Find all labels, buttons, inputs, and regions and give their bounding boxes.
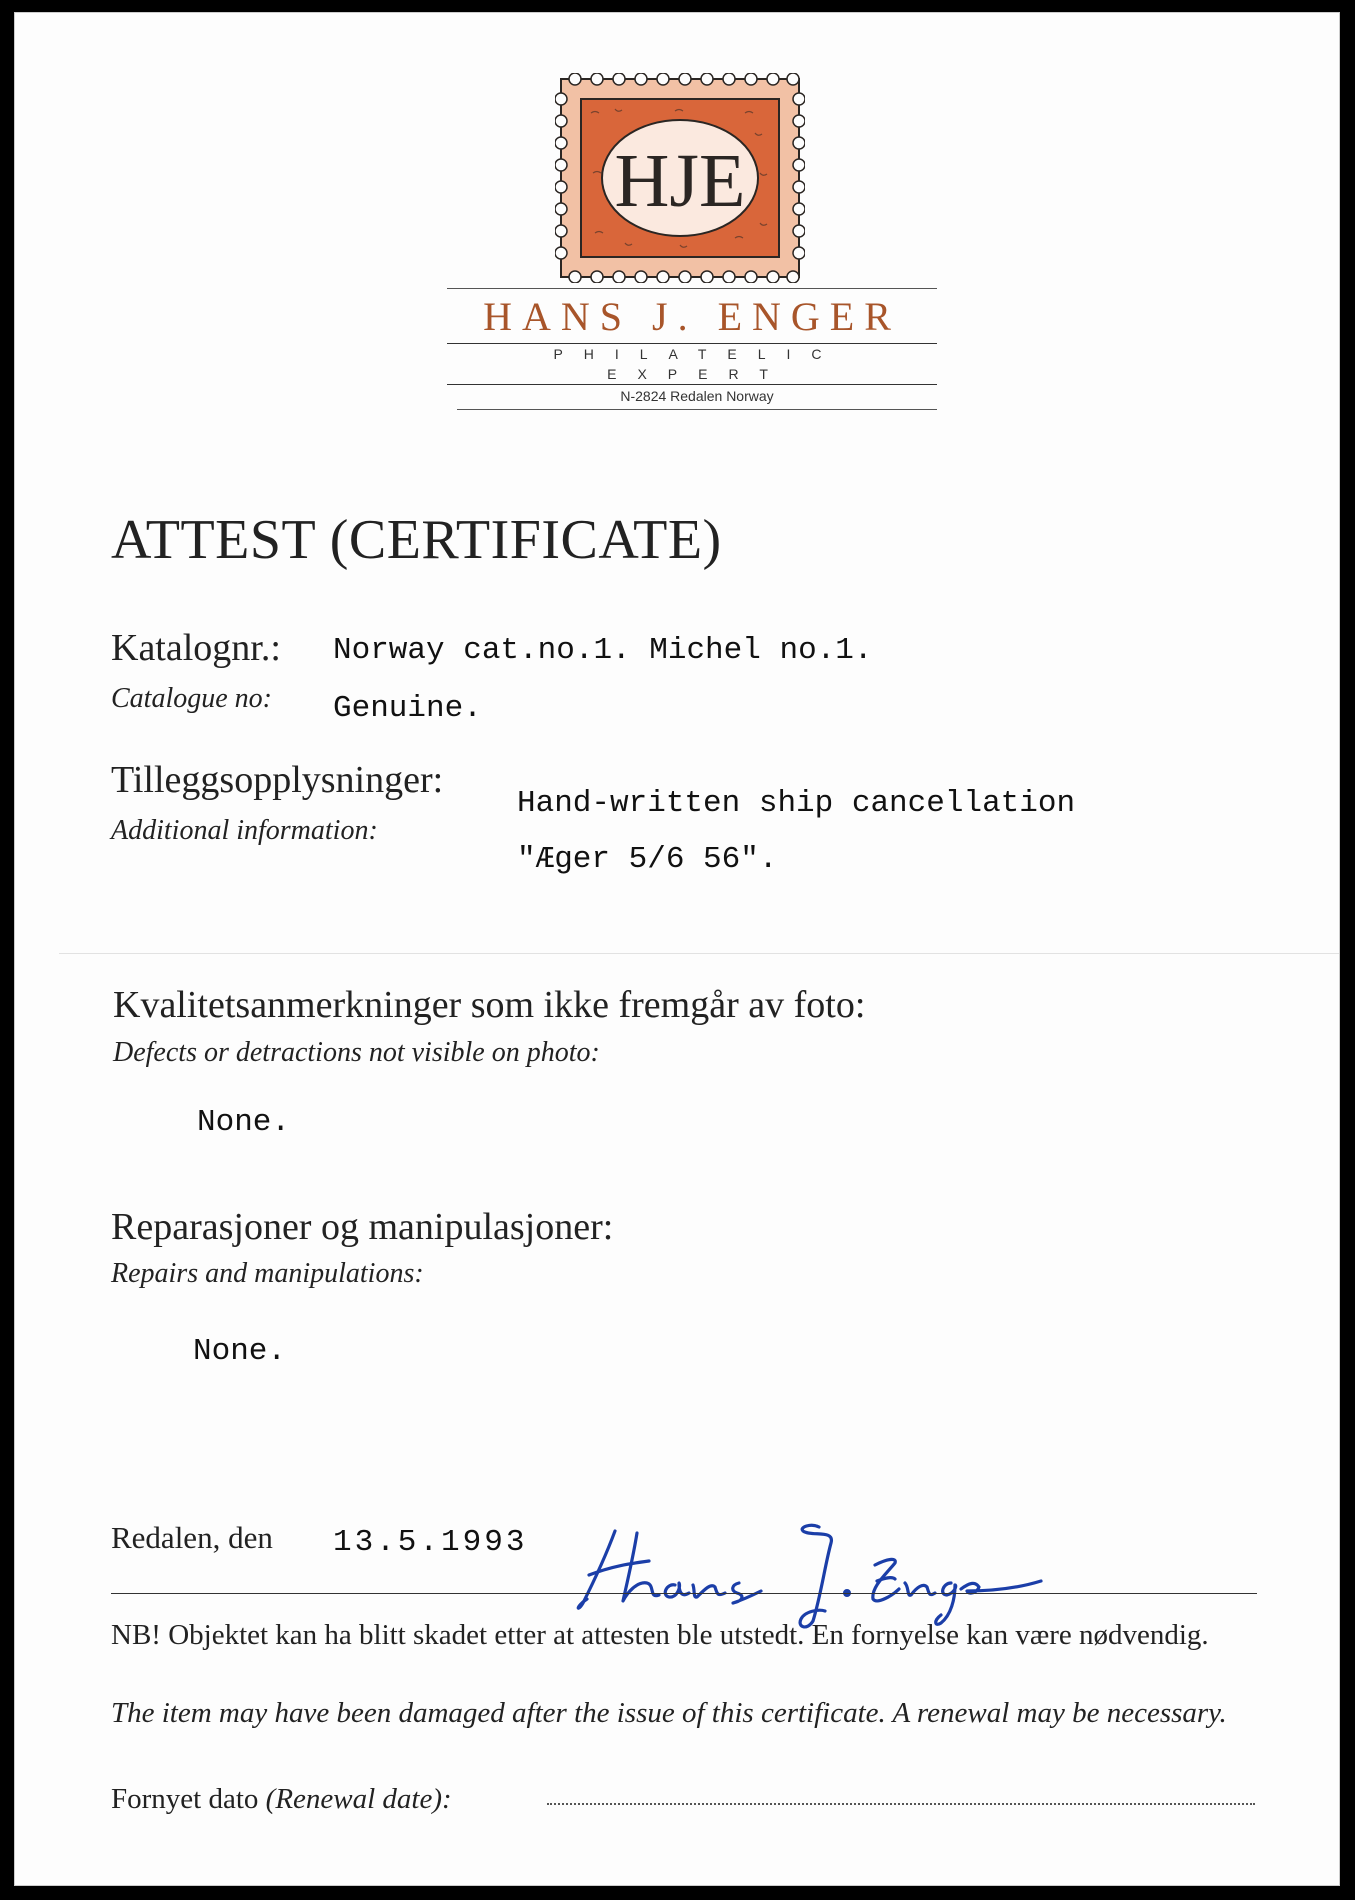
issue-date: 13.5.1993 — [333, 1525, 528, 1560]
additional-label-en: Additional information: — [111, 815, 378, 846]
catalogue-status: Genuine. — [333, 691, 482, 726]
repairs-label-en: Repairs and manipulations: — [111, 1258, 424, 1289]
brand-address: N-2824 Redalen Norway — [457, 385, 937, 410]
additional-label: Tilleggsopplysninger: — [111, 759, 444, 801]
paper-fold-line — [59, 953, 1339, 954]
renewal-label-row — [111, 1783, 452, 1816]
repairs-label: Reparasjoner og manipulasjoner: — [111, 1206, 614, 1248]
svg-text:HJE: HJE — [614, 139, 746, 223]
catalogue-value: Norway cat.no.1. Michel no.1. — [333, 633, 873, 668]
brand-name: HANS J. ENGER — [483, 294, 901, 339]
certificate-title: ATTEST (CERTIFICATE) — [111, 509, 722, 571]
renewal-label-en: (Renewal date): — [265, 1783, 452, 1815]
defects-value: None. — [197, 1105, 291, 1140]
place-date-label: Redalen, den — [111, 1520, 273, 1555]
catalogue-label-en: Catalogue no: — [111, 683, 272, 714]
certificate-sheet — [14, 12, 1340, 1886]
brand-block — [447, 288, 937, 410]
notice-english: The item may have been damaged after the issue of this certificate. A renewal may be necessary. — [111, 1697, 1227, 1729]
notice-norwegian: NB! Objektet kan ha blitt skadet etter at attesten ble utstedt. En fornyelse kan være nødvendig. — [111, 1619, 1209, 1651]
brand-rule — [447, 288, 937, 289]
repairs-value: None. — [193, 1334, 287, 1369]
catalogue-label: Katalognr.: — [111, 627, 281, 669]
additional-value-line1: Hand-written ship cancellation — [517, 786, 1076, 821]
brand-subtitle-frame — [447, 343, 937, 385]
defects-label: Kvalitetsanmerkninger som ikke fremgår av foto: — [113, 984, 866, 1026]
additional-value-line2: "Æger 5/6 56". — [517, 842, 778, 877]
defects-label-en: Defects or detractions not visible on photo: — [113, 1037, 600, 1068]
hje-stamp-logo — [555, 73, 805, 283]
brand-subtitle: PHILATELIC EXPERT — [553, 346, 843, 382]
renewal-date-line — [547, 1803, 1255, 1805]
renewal-label: Fornyet dato — [111, 1783, 259, 1815]
signature-rule — [111, 1593, 1257, 1594]
